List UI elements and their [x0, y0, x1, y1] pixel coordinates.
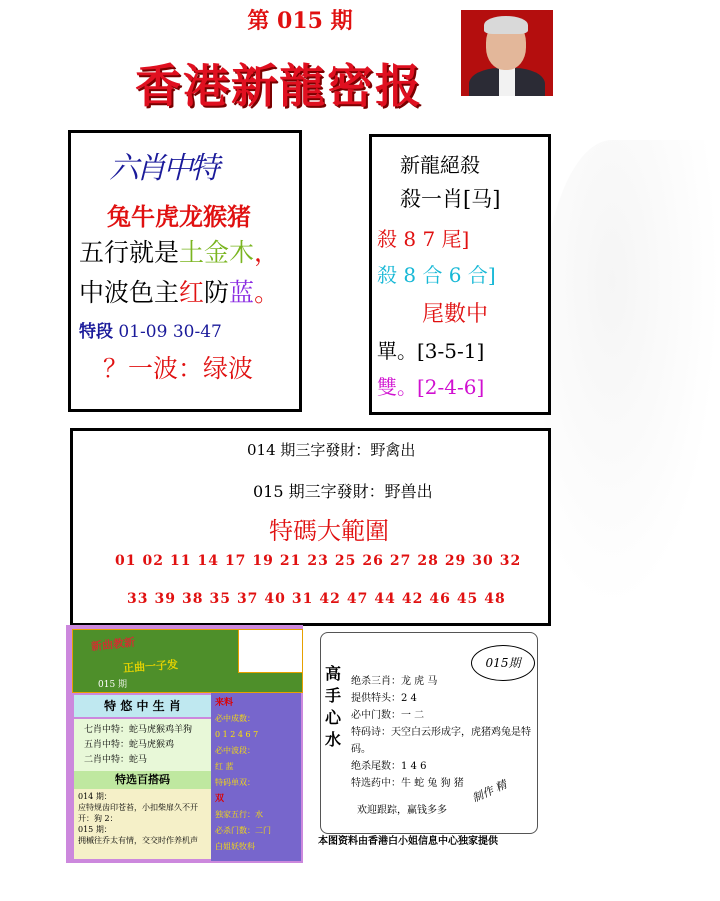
box1-animals: 兔牛虎龙猴猪 [107, 202, 251, 231]
box1-wave: ？一波：绿波 [103, 354, 254, 383]
number-cell: 21 [279, 553, 302, 569]
box2-title: 新龍絕殺 [400, 153, 480, 177]
box1-heading: 六肖中特 [109, 151, 217, 186]
card-zodiac-list [74, 719, 211, 771]
list-item: 七肖中特：蛇马虎猴鸡羊狗 [84, 725, 193, 735]
number-cell: 42 [319, 591, 341, 607]
right-line: 来料 [215, 698, 234, 708]
dragon-watermark [540, 140, 720, 610]
list-item: 五肖中特：蛇马虎猴鸡 [84, 740, 175, 750]
expert-line: 绝杀尾数：1 4 6 [351, 761, 427, 772]
number-cell: 32 [499, 553, 522, 569]
portrait-photo [461, 10, 553, 96]
number-cell: 38 [181, 591, 204, 607]
number-cell: 28 [417, 553, 439, 569]
box3-line-015: 015 期三字發財：野兽出 [253, 482, 433, 501]
right-line: 必中波段： [215, 746, 255, 755]
number-cell: 25 [334, 553, 357, 569]
number-row-2 [127, 591, 512, 607]
number-cell: 29 [444, 553, 467, 569]
expert-line: 必中门数：一 二 [351, 710, 425, 721]
banner-text-1: 新曲教新 [90, 635, 136, 654]
number-cell: 42 [401, 591, 424, 607]
expert-line: 绝杀三肖：龙 虎 马 [351, 676, 438, 687]
number-cell: 11 [169, 553, 192, 569]
number-cell: 40 [264, 591, 286, 607]
box2-odd: 單。[3-5-1] [377, 339, 485, 363]
number-cell: 48 [484, 591, 506, 607]
number-range-box [70, 428, 551, 626]
expert-lines [351, 673, 537, 792]
right-line: 红 蓝 [215, 762, 234, 771]
note-line: 拥槭往乔太有情，交交时作养机声 [78, 836, 198, 845]
issue-number: 第 015 期 [247, 8, 353, 34]
card-right-column [211, 693, 301, 861]
number-cell: 30 [472, 553, 494, 569]
box2-tail-heading: 尾數中 [422, 302, 489, 327]
number-cell: 01 [115, 553, 137, 569]
number-cell: 19 [252, 553, 274, 569]
number-cell: 27 [389, 553, 412, 569]
six-zodiac-box [68, 130, 302, 412]
issue-cloud: 015期 [471, 645, 535, 681]
box2-even: 雙。[2-4-6] [377, 375, 485, 399]
number-cell: 45 [456, 591, 479, 607]
box2-kill-tail: 殺 8 7 尾] [377, 227, 470, 251]
banner-blank [238, 629, 303, 673]
box3-heading: 特碼大範圍 [269, 517, 389, 545]
signature: 制作 精 [470, 777, 509, 806]
expert-card [320, 632, 538, 834]
number-cell: 37 [236, 591, 259, 607]
number-cell: 23 [307, 553, 329, 569]
number-cell: 31 [291, 591, 314, 607]
box2-kill-sum: 殺 8 合 6 合] [377, 263, 496, 287]
card-section-zodiac: 特 悠 中 生 肖 [74, 695, 211, 717]
number-cell: 26 [362, 553, 384, 569]
card-notes [74, 789, 211, 859]
kill-box [369, 134, 551, 415]
page-title: 香港新龍密报 [135, 59, 423, 113]
expert-line: 提供特头：2 4 [351, 693, 417, 704]
box1-special-range: 特段 01-09 30-47 [79, 322, 222, 342]
right-line: 独家五行：水 [215, 810, 263, 819]
right-line: 特码单双： [215, 778, 255, 787]
number-cell: 39 [154, 591, 176, 607]
number-cell: 17 [224, 553, 247, 569]
number-cell: 02 [142, 553, 164, 569]
expert-line: 特码诗：天空白云形成字，虎猪鸡兔是特码。 [351, 727, 531, 755]
right-line: 双 [215, 794, 225, 804]
footer-credit: 本图资料由香港白小姐信息中心独家提供 [318, 836, 498, 847]
expert-line: 特选药中：牛 蛇 兔 狗 猪 [351, 778, 464, 789]
list-item: 二肖中特：蛇马 [84, 755, 148, 765]
right-line: 必杀门数：二门 [215, 826, 271, 835]
expert-vertical-title: 高 手 心 水 [325, 664, 342, 749]
card-section-pick: 特选百搭码 [74, 771, 211, 789]
box2-kill-zodiac: 殺一肖[马] [400, 187, 501, 211]
note-line: 015 期： [78, 825, 112, 834]
box1-five-elements: 五行就是土金木， [79, 238, 280, 267]
number-row-1 [115, 553, 527, 569]
card-issue: 015 期 [98, 680, 128, 690]
number-cell: 47 [346, 591, 369, 607]
number-cell: 44 [374, 591, 396, 607]
note-line: 应特规齿印苍苔，小扣柴扉久不开 [78, 803, 198, 812]
welcome-text: 欢迎跟踪，赢钱多多 [357, 805, 447, 816]
note-line: 开：狗 2： [78, 814, 118, 823]
box3-line-014: 014 期三字發財：野禽出 [247, 441, 416, 459]
right-line: 0 1 2 4 6 7 [215, 730, 259, 739]
number-cell: 35 [209, 591, 231, 607]
zodiac-card [66, 625, 303, 863]
right-line: 白姐妖牧科 [215, 842, 255, 851]
banner-text-2: 正曲一子发 [122, 658, 179, 675]
number-cell: 46 [429, 591, 451, 607]
box1-wave-color: 中波色主红防蓝。 [79, 278, 280, 307]
right-line: 必中成数： [215, 714, 255, 723]
number-cell: 33 [127, 591, 149, 607]
note-line: 014 期： [78, 792, 112, 801]
number-cell: 14 [197, 553, 219, 569]
